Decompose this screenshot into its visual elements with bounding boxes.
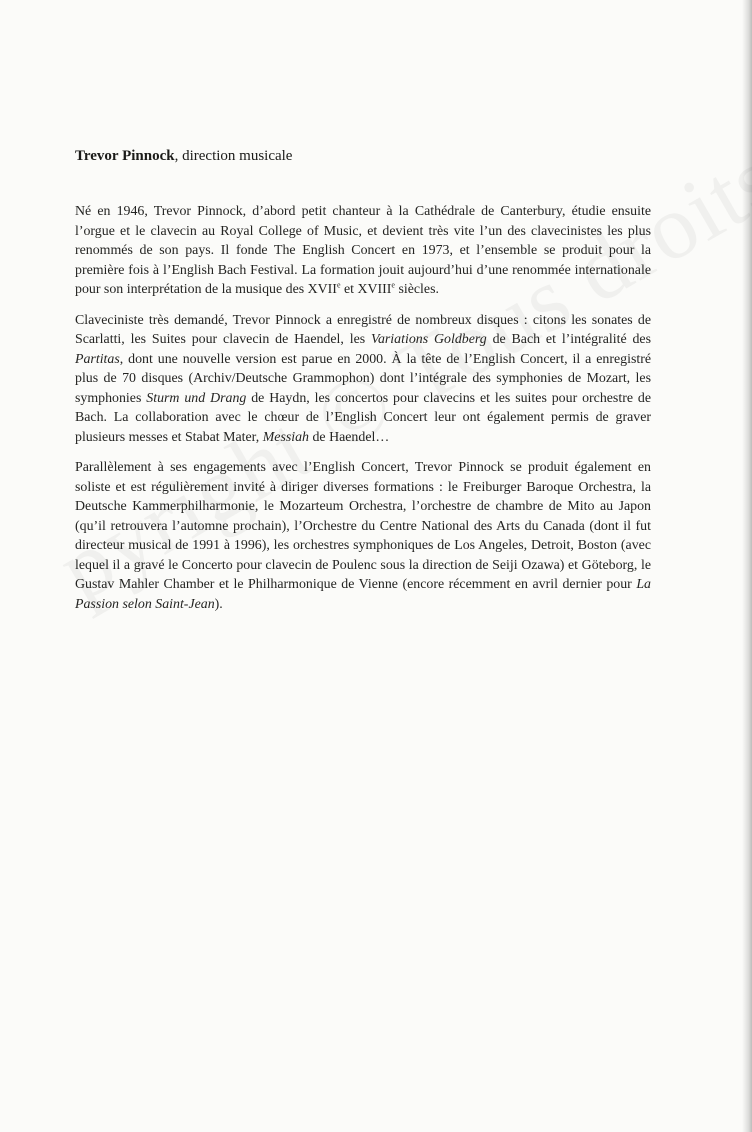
italic-passion-saint-jean: La Passion selon Saint-Jean — [75, 577, 651, 612]
italic-messiah: Messiah — [262, 429, 310, 445]
paragraph-1-text-b: et XVIII — [340, 282, 392, 297]
italic-sturm-und-drang: Sturm und Drang — [146, 390, 247, 406]
biography-text — [75, 202, 651, 625]
paragraph-3 — [75, 458, 651, 614]
paragraph-2-text-c: , dont une nouvelle version est parue en 2000. À la tête de l’English Concert, il a enregistré plus de 70 disques (Archiv/Deutsche Grammophon) dont l’intégrale des symphonies de Mozart, les symphonies — [75, 351, 651, 406]
paragraph-1-text-a: Né en 1946, Trevor Pinnock, d’abord petit chanteur à la Cathédrale de Canterbury, étudie ensuite l’orgue et le clavecin au Royal College of Music, et devient très vite l’un des clavecinistes les plus renommés de son pays. Il fonde The English Concert en 1973, et l’ensemble se produit pour la première fois à l’English Bach Festival. La formation jouit aujourd’hui d’une renommée internationale pour son interprétation de la musique des XVII — [75, 204, 651, 297]
paragraph-2 — [75, 311, 651, 448]
paragraph-2-text-b: de Bach et l’intégralité des — [486, 332, 651, 347]
paragraph-2-text-a: Claveciniste très demandé, Trevor Pinnock a enregistré de nombreux disques : citons les sonates de Scarlatti, les Suites pour clavecin de Haendel, les — [75, 312, 651, 347]
heading-name: Trevor Pinnock — [75, 148, 175, 164]
paragraph-1 — [75, 202, 651, 300]
paragraph-3-text-b: ). — [214, 596, 223, 612]
italic-partitas: Partitas — [75, 351, 120, 367]
paragraph-2-text-d: de Haydn, les concertos pour clavecins et les suites pour orchestre de Bach. La collaboration avec le chœur de l’English Concert leur ont également permis de graver plusieurs messes et Stabat Mater, — [75, 390, 651, 445]
superscript-e-1: e — [336, 280, 341, 290]
paragraph-2-text-e: de Haendel… — [309, 429, 390, 445]
superscript-e-2: e — [391, 280, 395, 290]
paragraph-3-text-a: Parallèlement à ses engagements avec l’English Concert, Trevor Pinnock se produit également en soliste et est régulièrement invité à diriger diverses formations : le Freiburger Baroque Orchestra, la Deutsche Kammerphilharmonie, le Mozarteum Orchestra, l’orchestre de chambre de Mito au Japon (qu’il retrouvera l’automne prochain), l’Orchestre du Centre National des Arts du Canada (dont il fut directeur musical de 1991 à 1996), les orchestres symphoniques de Los Angeles, Detroit, Boston (avec lequel il a gravé le Concerto pour clavecin de Poulenc sous la direction de Seiji Ozawa) et Göteborg, le Gustav Mahler Chamber et le Philharmonique de Vienne (encore récemment en avril dernier pour — [75, 460, 651, 592]
heading-role: , direction musicale — [174, 148, 293, 164]
page-edge-shadow — [742, 0, 752, 1132]
paragraph-1-text-c: siècles. — [394, 282, 439, 297]
section-heading — [75, 146, 292, 166]
italic-variations-goldberg: Variations Goldberg — [371, 332, 487, 347]
